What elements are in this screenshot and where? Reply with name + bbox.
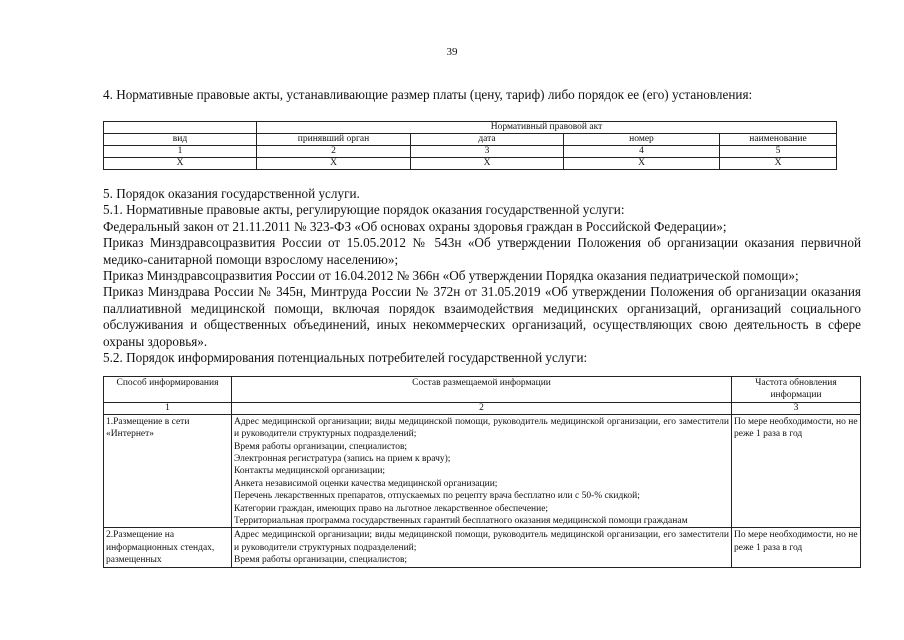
content-cell [232,528,732,567]
page-number: 39 [446,46,458,58]
frequency-text: По мере необходимости, но не реже 1 раза в год [734,416,858,440]
table-cell: Х [411,158,564,170]
table-row [104,528,861,567]
method-text: 1.Размещение в сети «Интернет» [106,416,190,440]
section-4-heading: 4. Нормативные правовые акты, устанавливающие размер платы (цену, тариф) либо порядок ее (его) установления: [103,87,753,102]
column-header-issuing-body: принявший орган [257,134,411,146]
content-line: Адрес медицинской организации; виды медицинской помощи, руководитель медицинской организации, его заместители и руководители структурных подразделений; [234,530,729,553]
section-5-heading: 5. Порядок оказания государственной услуги. [103,186,360,201]
frequency-cell [732,414,861,528]
column-number: 1 [104,402,232,414]
content-line: Контакты медицинской организации; [234,466,386,477]
content-line: Электронная регистратура (запись на прием к врачу); [234,454,451,465]
column-header-type: вид [104,134,257,146]
method-cell [104,414,232,528]
content-line: Время работы организации, специалистов; [234,555,408,566]
section-5-2-heading: 5.2. Порядок информирования потенциальных потребителей государственной услуги: [103,350,588,366]
section-5-1-heading: 5.1. Нормативные правовые акты, регулирующие порядок оказания государственной услуги: [103,202,625,218]
column-number: 5 [720,146,837,158]
table-cell: Х [720,158,837,170]
column-header-name: наименование [720,134,837,146]
content-line: Адрес медицинской организации; виды медицинской помощи, руководитель медицинской организации, его заместители и руководители структурных подразделений; [234,416,729,440]
content-line: Территориальная программа государственных гарантий бесплатного оказания медицинской помощи гражданам [234,516,688,527]
table-cell: Х [564,158,720,170]
frequency-cell [732,528,861,567]
legal-act-item: Федеральный закон от 21.11.2011 № 323-ФЗ «Об основах охраны здоровья граждан в Российской Федерации»; [103,218,727,234]
legal-act-item: Приказ Минздравсоцразвития России от 15.05.2012 № 543н «Об утверждении Положения об организации оказания первичной медико-санитарной помощи взрослому населению»; [103,235,861,267]
column-number: 3 [411,146,564,158]
content-line: Анкета независимой оценки качества медицинской организации; [234,478,498,489]
table-row [104,414,861,528]
column-header-number: номер [564,134,720,146]
column-header-frequency: Частота обновления информации [732,377,861,403]
method-cell [104,528,232,567]
content-cell [232,414,732,528]
frequency-text: По мере необходимости, но не реже 1 раза в год [734,530,858,553]
column-number: 2 [232,402,732,414]
legal-acts-table [103,121,837,170]
section-5-body [103,186,861,366]
column-number: 3 [732,402,861,414]
table-cell: Х [104,158,257,170]
column-number: 4 [564,146,720,158]
column-header-method: Способ информирования [104,377,232,403]
column-number: 1 [104,146,257,158]
content-line: Категории граждан, имеющих право на льготное лекарственное обеспечение; [234,503,549,514]
table-cell-empty [104,122,257,134]
information-methods-table [103,376,861,568]
legal-act-item: Приказ Минздрава России № 345н, Минтруда России № 372н от 31.05.2019 «Об утверждении Положения об организации оказания паллиативной медицинской помощи, включая порядок взаимодействия медицинских организаций, организаций социального обслуживания и общественных объединений, иных некоммерческих организаций, осуществляющих свою деятельность в сфере охраны здоровья». [103,284,861,349]
column-header-content: Состав размещаемой информации [232,377,732,403]
method-text: 2.Размещение на информационных стендах, размещенных [106,530,215,566]
content-line: Время работы организации, специалистов; [234,441,408,452]
column-header-date: дата [411,134,564,146]
column-number: 2 [257,146,411,158]
legal-act-item: Приказ Минздравсоцразвития России от 16.04.2012 № 366н «Об утверждении Порядка оказания педиатрической помощи»; [103,268,799,284]
table-cell: Х [257,158,411,170]
content-line: Перечень лекарственных препаратов, отпускаемых по рецепту врача бесплатно или с 50-% скидкой; [234,491,640,502]
table-group-header: Нормативный правовой акт [257,122,837,134]
